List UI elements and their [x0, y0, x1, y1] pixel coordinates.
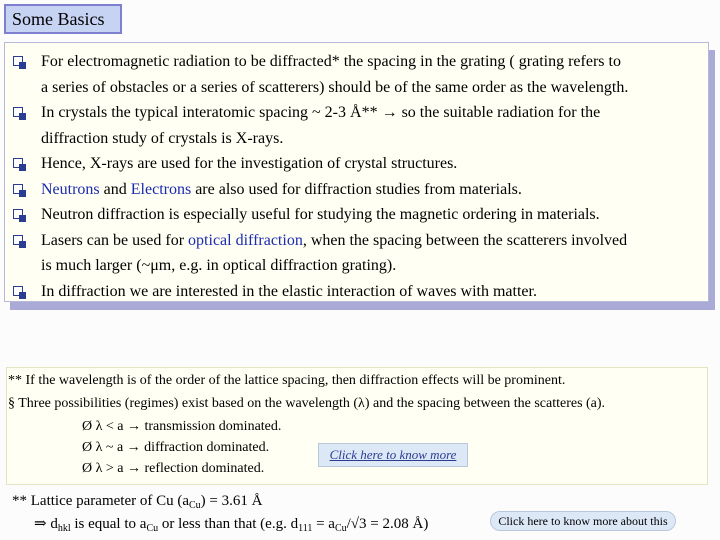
bullet-square-icon	[13, 209, 23, 219]
bullet-item	[5, 49, 698, 75]
cu-dhkl-note: ⇒ $d_{hkl}$ is equal to $a_{Cu}$ or less than that (e.g. $d_{111} = a_{Cu}/√3 = 2.08$ Å)	[34, 516, 429, 534]
bullet-square-icon	[13, 158, 23, 168]
know-more-cu-button[interactable]: Click here to know more about this	[490, 511, 676, 531]
bullet-text: is much larger (~μm, e.g. in optical diffraction grating).	[41, 257, 397, 274]
bullet-text: Hence, X-rays are used for the investigation of crystal structures.	[41, 155, 458, 172]
bullet-square-icon	[13, 184, 23, 194]
bullet-text: are also used for diffraction studies from materials.	[191, 180, 522, 198]
know-more-button[interactable]: Click here to know more	[318, 443, 468, 467]
bullet-text: Neutron diffraction is especially useful for studying the magnetic ordering in materials.	[41, 206, 600, 223]
footnote-line-2: § Three possibilities (regimes) exist based on the wavelength (λ) and the spacing between the scatteres (a).	[8, 396, 606, 411]
bullet-item	[5, 177, 698, 203]
bullet-square-icon	[13, 107, 23, 117]
bullet-item	[5, 202, 698, 228]
slide-title: Some Basics	[4, 4, 122, 34]
regime-reflection: Ø λ > a → reflection dominated.	[82, 461, 265, 476]
bullet-square-icon	[13, 56, 23, 66]
regime-diffraction: Ø λ ~ a → diffraction dominated.	[82, 440, 270, 455]
highlighted-term: Electrons	[130, 180, 192, 198]
bullet-text: In crystals the typical interatomic spacing ~ 2-3 Å** → so the suitable radiation for the	[41, 104, 601, 121]
bullet-text: diffraction study of crystals is X-rays.	[41, 129, 284, 147]
highlighted-term: Neutrons	[41, 180, 100, 198]
bullet-item	[5, 228, 698, 254]
bullet-text: Lasers can be used for	[41, 231, 189, 249]
bullet-panel	[4, 42, 709, 302]
bullet-text: , when the spacing between the scatterers involved	[302, 231, 628, 249]
regime-transmission: Ø λ < a → transmission dominated.	[82, 419, 282, 434]
bullet-text: In diffraction we are interested in the elastic interaction of waves with matter.	[41, 282, 537, 300]
bullet-square-icon	[13, 235, 23, 245]
bullet-item	[5, 151, 698, 177]
bullet-item	[5, 126, 698, 152]
bullet-square-icon	[13, 286, 23, 296]
bullet-item	[5, 253, 698, 279]
bullet-text: and	[99, 180, 131, 198]
highlighted-term: optical diffraction	[188, 231, 303, 249]
bullet-item	[5, 75, 698, 101]
bullet-item	[5, 100, 698, 126]
bullet-list	[5, 43, 708, 304]
bullet-text: a series of obstacles or a series of scatterers) should be of the same order as the wavelength.	[41, 78, 629, 96]
bullet-item	[5, 279, 698, 305]
footnote-line-1: ** If the wavelength is of the order of the lattice spacing, then diffraction effects will be prominent.	[8, 373, 566, 388]
bullet-text: For electromagnetic radiation to be diffracted* the spacing in the grating ( grating refers to	[41, 53, 621, 70]
cu-lattice-parameter: ** Lattice parameter of Cu $(a_{Cu}) = 3.61$ Å	[12, 493, 263, 511]
